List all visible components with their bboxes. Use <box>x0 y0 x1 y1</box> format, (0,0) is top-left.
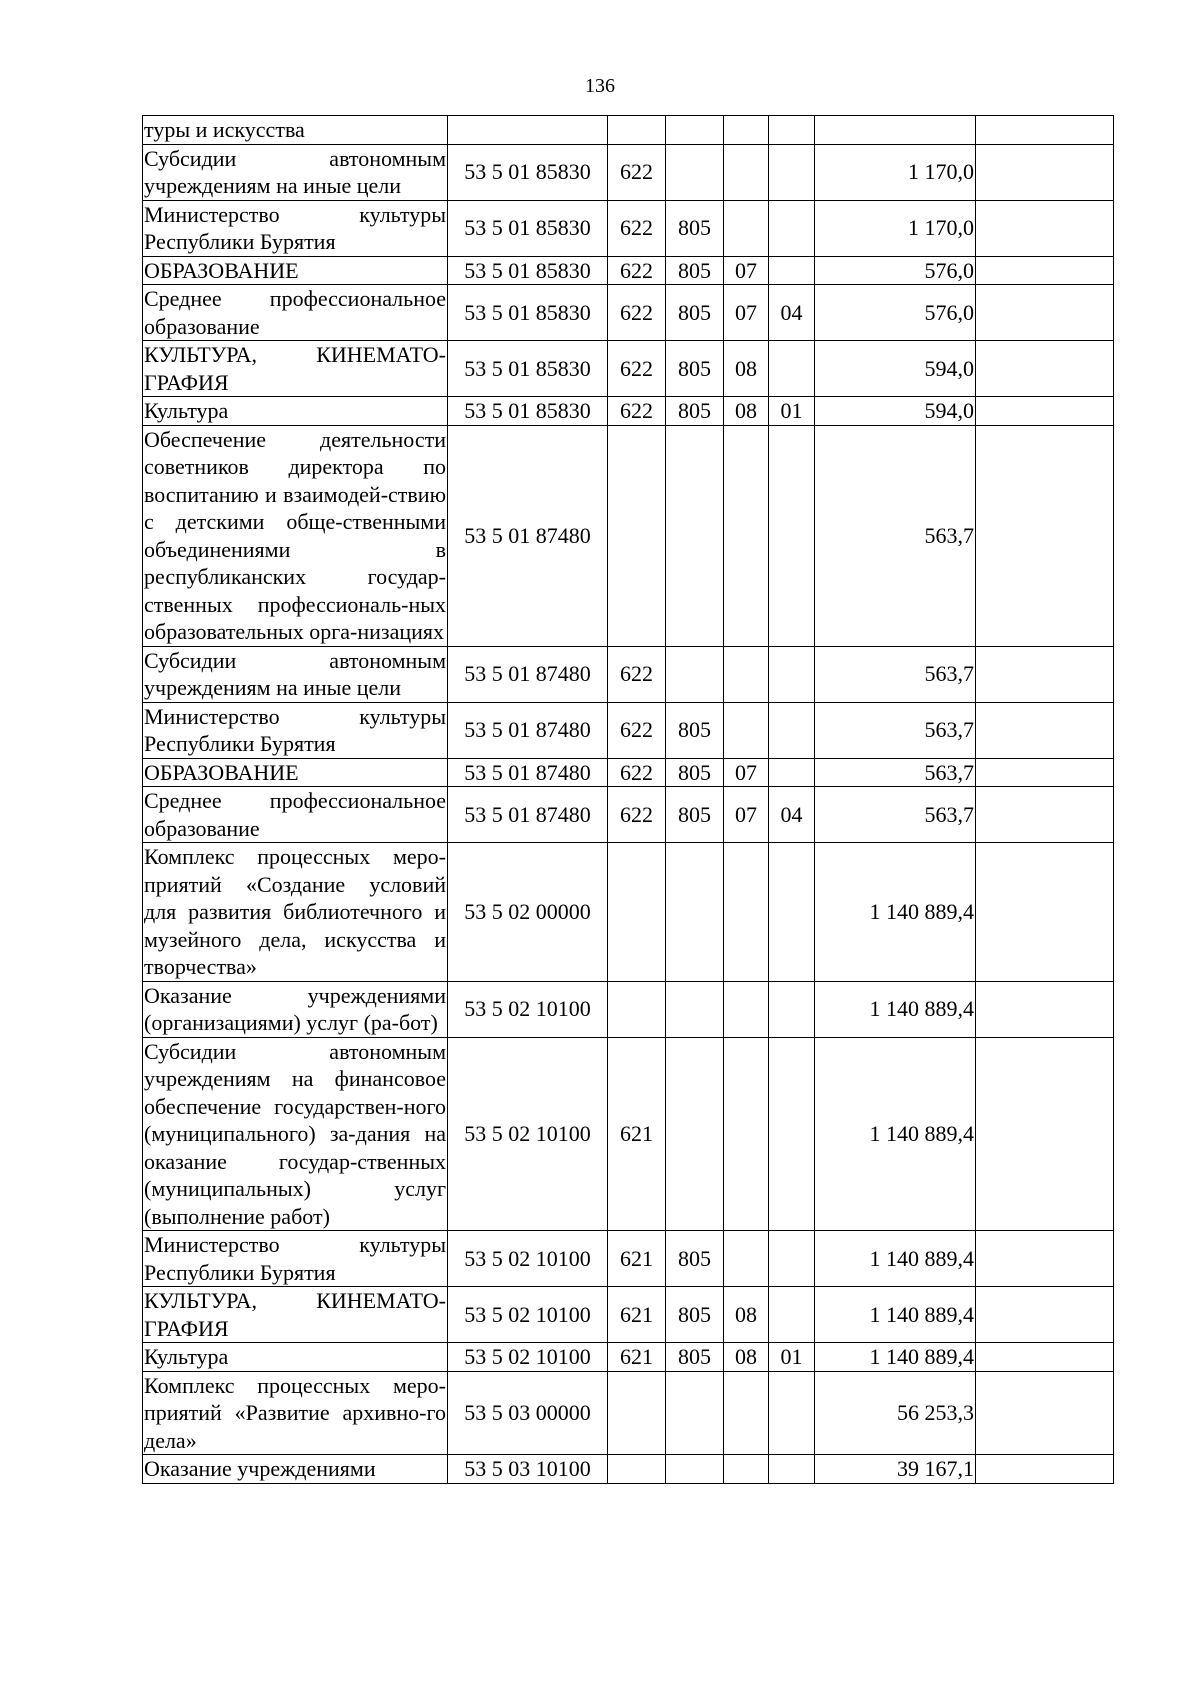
table-row <box>143 787 1114 843</box>
row-sum: 563,7 <box>815 425 976 646</box>
row-vr <box>608 425 666 646</box>
row-extra <box>976 1455 1114 1484</box>
row-vr <box>608 981 666 1037</box>
row-rz <box>724 843 769 982</box>
row-extra <box>976 843 1114 982</box>
row-sum: 56 253,3 <box>815 1371 976 1455</box>
row-code: 53 5 02 00000 <box>448 843 608 982</box>
row-name: КУЛЬТУРА, КИНЕМАТО-ГРАФИЯ <box>144 1288 446 1341</box>
row-extra <box>976 256 1114 285</box>
row-vr: 621 <box>608 1231 666 1287</box>
row-sum: 1 140 889,4 <box>815 981 976 1037</box>
row-code: 53 5 01 87480 <box>448 758 608 787</box>
row-code: 53 5 01 87480 <box>448 702 608 758</box>
row-name: Среднее профессиональное образование <box>144 788 446 841</box>
row-rz <box>724 116 769 145</box>
row-rz <box>724 1037 769 1231</box>
row-code: 53 5 02 10100 <box>448 981 608 1037</box>
table-row <box>143 425 1114 646</box>
row-vr <box>608 116 666 145</box>
row-code: 53 5 02 10100 <box>448 1037 608 1231</box>
row-rz <box>724 1371 769 1455</box>
row-vr: 622 <box>608 397 666 426</box>
row-grbs: 805 <box>666 758 724 787</box>
table-row <box>143 843 1114 982</box>
row-code: 53 5 02 10100 <box>448 1231 608 1287</box>
row-vr: 622 <box>608 702 666 758</box>
row-name: Оказание учреждениями <box>143 1455 448 1484</box>
row-code: 53 5 01 85830 <box>448 256 608 285</box>
row-code: 53 5 01 87480 <box>448 787 608 843</box>
row-vr: 622 <box>608 787 666 843</box>
row-vr <box>608 1371 666 1455</box>
row-rz <box>724 425 769 646</box>
row-pr <box>769 144 815 200</box>
row-sum: 576,0 <box>815 285 976 341</box>
row-grbs: 805 <box>666 1231 724 1287</box>
row-sum: 594,0 <box>815 341 976 397</box>
row-grbs <box>666 144 724 200</box>
row-rz: 08 <box>724 1287 769 1343</box>
row-vr: 622 <box>608 200 666 256</box>
row-pr: 01 <box>769 1343 815 1372</box>
row-sum: 1 170,0 <box>815 144 976 200</box>
row-name: ОБРАЗОВАНИЕ <box>143 758 448 787</box>
row-name: Комплекс процессных меро-приятий «Создание условий для развития библиотечного и музейного дела, искусства и творчества» <box>144 844 446 979</box>
row-grbs <box>666 646 724 702</box>
table-body <box>143 116 1114 1484</box>
row-rz <box>724 144 769 200</box>
table-row <box>143 758 1114 787</box>
row-extra <box>976 285 1114 341</box>
row-name: Культура <box>143 397 448 426</box>
table-row <box>143 341 1114 397</box>
row-grbs: 805 <box>666 341 724 397</box>
row-pr: 04 <box>769 787 815 843</box>
row-rz: 08 <box>724 1343 769 1372</box>
table-row <box>143 1231 1114 1287</box>
row-extra <box>976 144 1114 200</box>
row-pr <box>769 1231 815 1287</box>
table-row <box>143 646 1114 702</box>
row-rz <box>724 702 769 758</box>
row-code: 53 5 01 85830 <box>448 200 608 256</box>
table-row <box>143 285 1114 341</box>
row-sum: 1 170,0 <box>815 200 976 256</box>
row-grbs <box>666 981 724 1037</box>
row-code: 53 5 03 00000 <box>448 1371 608 1455</box>
row-pr: 04 <box>769 285 815 341</box>
row-code: 53 5 02 10100 <box>448 1287 608 1343</box>
row-rz <box>724 1231 769 1287</box>
table-row <box>143 200 1114 256</box>
row-sum: 1 140 889,4 <box>815 843 976 982</box>
row-name: туры и искусства <box>143 116 448 145</box>
row-sum: 576,0 <box>815 256 976 285</box>
row-sum: 594,0 <box>815 397 976 426</box>
row-vr <box>608 843 666 982</box>
row-vr: 622 <box>608 256 666 285</box>
row-name: Среднее профессиональное образование <box>144 286 446 339</box>
row-sum: 39 167,1 <box>815 1455 976 1484</box>
row-code: 53 5 02 10100 <box>448 1343 608 1372</box>
row-code: 53 5 01 85830 <box>448 341 608 397</box>
row-extra <box>976 200 1114 256</box>
row-extra <box>976 1287 1114 1343</box>
row-rz <box>724 1455 769 1484</box>
row-sum: 1 140 889,4 <box>815 1287 976 1343</box>
table-row <box>143 397 1114 426</box>
row-grbs <box>666 425 724 646</box>
row-code <box>448 116 608 145</box>
table-row <box>143 1037 1114 1231</box>
row-extra <box>976 116 1114 145</box>
row-sum: 563,7 <box>815 758 976 787</box>
row-extra <box>976 758 1114 787</box>
row-code: 53 5 01 85830 <box>448 285 608 341</box>
row-rz: 07 <box>724 787 769 843</box>
row-rz <box>724 646 769 702</box>
row-pr <box>769 1037 815 1231</box>
row-pr <box>769 843 815 982</box>
row-vr <box>608 1455 666 1484</box>
row-extra <box>976 425 1114 646</box>
row-vr: 621 <box>608 1343 666 1372</box>
row-rz: 08 <box>724 397 769 426</box>
row-code: 53 5 01 85830 <box>448 397 608 426</box>
row-grbs <box>666 843 724 982</box>
row-name: КУЛЬТУРА, КИНЕМАТО-ГРАФИЯ <box>144 342 446 395</box>
row-extra <box>976 646 1114 702</box>
row-sum <box>815 116 976 145</box>
row-pr <box>769 425 815 646</box>
row-pr <box>769 256 815 285</box>
table-row <box>143 981 1114 1037</box>
budget-table <box>142 115 1114 1484</box>
row-name: Министерство культуры Республики Бурятия <box>144 1232 446 1285</box>
row-grbs: 805 <box>666 702 724 758</box>
row-pr <box>769 116 815 145</box>
table-row <box>143 116 1114 145</box>
row-grbs <box>666 1037 724 1231</box>
row-vr: 622 <box>608 144 666 200</box>
row-extra <box>976 1231 1114 1287</box>
page-number: 136 <box>585 75 615 97</box>
row-name: Комплекс процессных меро-приятий «Развитие архивно-го дела» <box>144 1372 446 1453</box>
row-sum: 563,7 <box>815 787 976 843</box>
row-sum: 1 140 889,4 <box>815 1037 976 1231</box>
row-sum: 563,7 <box>815 646 976 702</box>
table-row <box>143 256 1114 285</box>
row-grbs: 805 <box>666 397 724 426</box>
row-name: Субсидии автономным учреждениям на финансовое обеспечение государствен-ного (муниципального) за-дания на оказание государ-ственных (муниципальных) услуг (выполнение работ) <box>144 1038 446 1229</box>
row-grbs: 805 <box>666 1343 724 1372</box>
row-sum: 563,7 <box>815 702 976 758</box>
row-code: 53 5 03 10100 <box>448 1455 608 1484</box>
row-extra <box>976 1037 1114 1231</box>
row-vr: 622 <box>608 285 666 341</box>
row-grbs <box>666 1371 724 1455</box>
row-rz <box>724 981 769 1037</box>
row-rz <box>724 200 769 256</box>
row-extra <box>976 341 1114 397</box>
row-grbs: 805 <box>666 256 724 285</box>
table-row <box>143 1287 1114 1343</box>
row-vr: 621 <box>608 1037 666 1231</box>
row-code: 53 5 01 87480 <box>448 646 608 702</box>
row-extra <box>976 1343 1114 1372</box>
table-row <box>143 144 1114 200</box>
row-extra <box>976 981 1114 1037</box>
row-pr <box>769 1455 815 1484</box>
row-grbs <box>666 1455 724 1484</box>
row-extra <box>976 787 1114 843</box>
row-pr <box>769 200 815 256</box>
row-pr <box>769 646 815 702</box>
row-name: Министерство культуры Республики Бурятия <box>144 201 446 254</box>
row-grbs <box>666 116 724 145</box>
row-name: Министерство культуры Республики Бурятия <box>144 703 446 756</box>
row-name: Субсидии автономным учреждениям на иные цели <box>144 145 446 198</box>
row-extra <box>976 1371 1114 1455</box>
row-vr: 621 <box>608 1287 666 1343</box>
row-rz: 07 <box>724 285 769 341</box>
row-vr: 622 <box>608 646 666 702</box>
row-extra <box>976 702 1114 758</box>
row-grbs: 805 <box>666 200 724 256</box>
row-pr <box>769 341 815 397</box>
row-name: Культура <box>143 1343 448 1372</box>
row-name: Субсидии автономным учреждениям на иные цели <box>144 647 446 700</box>
table-row <box>143 1371 1114 1455</box>
row-pr: 01 <box>769 397 815 426</box>
row-grbs: 805 <box>666 787 724 843</box>
row-grbs: 805 <box>666 285 724 341</box>
table-row <box>143 1343 1114 1372</box>
row-vr: 622 <box>608 758 666 787</box>
row-extra <box>976 397 1114 426</box>
table-row <box>143 1455 1114 1484</box>
row-pr <box>769 758 815 787</box>
row-code: 53 5 01 87480 <box>448 425 608 646</box>
table-row <box>143 702 1114 758</box>
row-rz: 07 <box>724 256 769 285</box>
row-pr <box>769 1287 815 1343</box>
row-sum: 1 140 889,4 <box>815 1231 976 1287</box>
row-sum: 1 140 889,4 <box>815 1343 976 1372</box>
row-vr: 622 <box>608 341 666 397</box>
row-pr <box>769 702 815 758</box>
row-pr <box>769 981 815 1037</box>
row-name: Обеспечение деятельности советников директора по воспитанию и взаимодей-ствию с детскими обще-ственными объединениями в республиканских государ-ственных профессиональ-ных образовательных орга-низациях <box>144 426 446 644</box>
row-code: 53 5 01 85830 <box>448 144 608 200</box>
row-rz: 08 <box>724 341 769 397</box>
row-name: ОБРАЗОВАНИЕ <box>143 256 448 285</box>
row-rz: 07 <box>724 758 769 787</box>
row-pr <box>769 1371 815 1455</box>
row-grbs: 805 <box>666 1287 724 1343</box>
row-name: Оказание учреждениями (организациями) услуг (ра-бот) <box>144 982 446 1035</box>
